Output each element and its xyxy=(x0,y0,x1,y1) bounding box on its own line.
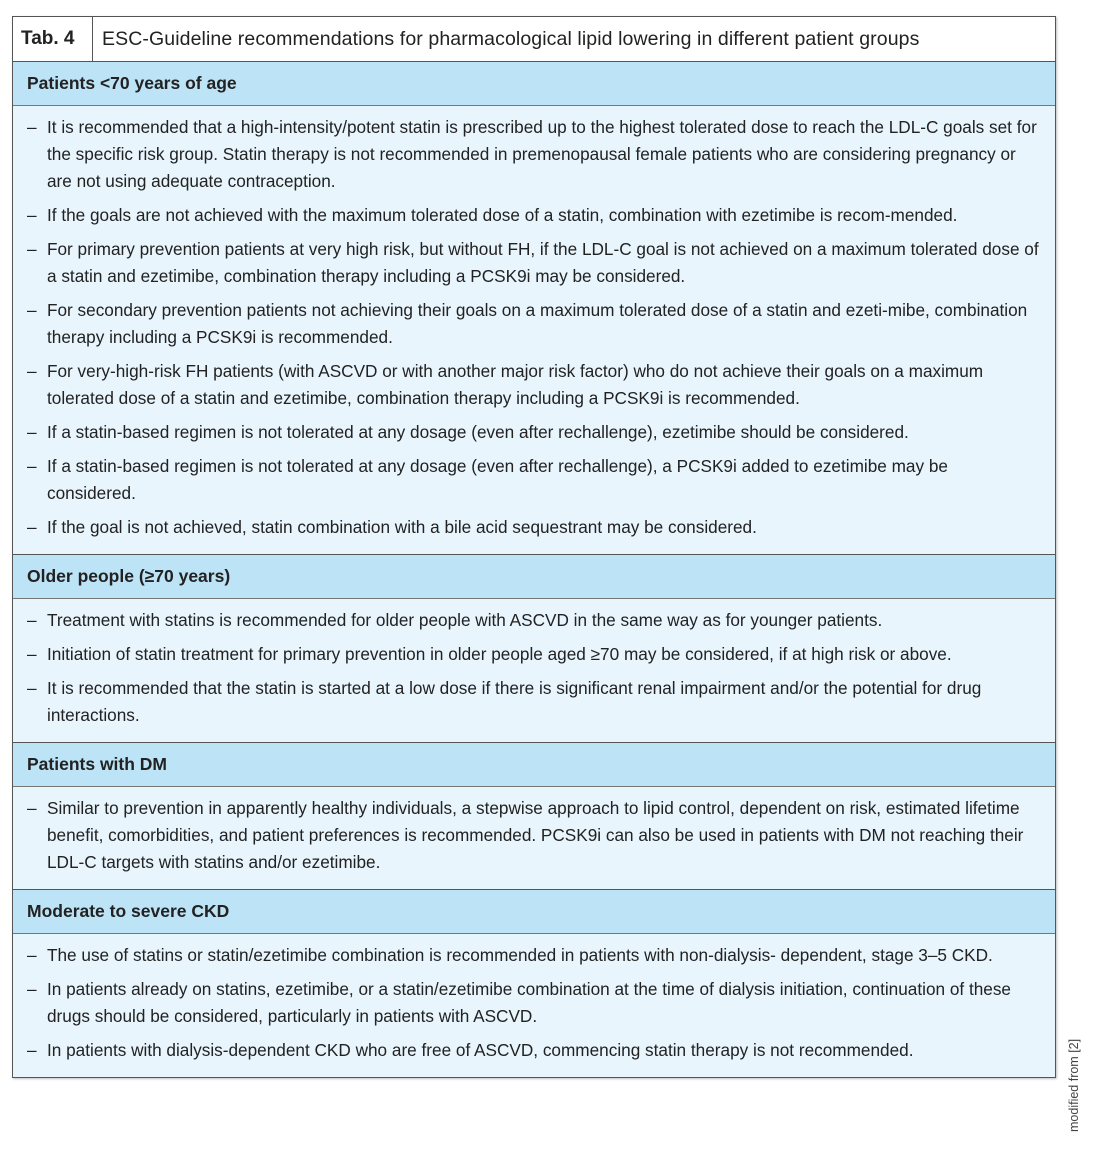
list-item xyxy=(27,795,1041,876)
section-body xyxy=(13,599,1055,743)
dash-bullet-icon: – xyxy=(27,610,37,630)
list-item xyxy=(27,453,1041,507)
dash-bullet-icon: – xyxy=(27,361,37,381)
dash-bullet-icon: – xyxy=(27,517,37,537)
list-item xyxy=(27,514,1041,541)
section-body xyxy=(13,934,1055,1077)
list-item-text: The use of statins or statin/ezetimibe combination is recommended in patients with non-dialysis- dependent, stage 3–5 CKD. xyxy=(47,945,993,965)
source-note: modified from [2] xyxy=(1067,1038,1081,1132)
list-item-text: For secondary prevention patients not achieving their goals on a maximum tolerated dose of a statin and ezeti-mibe, combination therapy including a PCSK9i is recommended. xyxy=(47,300,1028,347)
list-item-text: Similar to prevention in apparently healthy individuals, a stepwise approach to lipid control, dependent on risk, estimated lifetime benefit, comorbidities, and patient preferences is recommended. PCSK9i can also be used in patients with DM not reaching their LDL-C targets with statins and/or ezetimibe. xyxy=(47,798,1024,872)
dash-bullet-icon: – xyxy=(27,205,37,225)
guideline-table xyxy=(12,16,1056,1078)
dash-bullet-icon: – xyxy=(27,456,37,476)
list-item xyxy=(27,202,1041,229)
section-header: Patients <70 years of age xyxy=(13,62,1055,106)
dash-bullet-icon: – xyxy=(27,300,37,320)
dash-bullet-icon: – xyxy=(27,422,37,442)
list-item xyxy=(27,297,1041,351)
section-header: Moderate to severe CKD xyxy=(13,890,1055,934)
list-item-text: If a statin-based regimen is not tolerated at any dosage (even after rechallenge), a PCSK9i added to ezetimibe may be considered. xyxy=(47,456,948,503)
list-item-text: It is recommended that the statin is started at a low dose if there is significant renal impairment and/or the potential for drug interactions. xyxy=(47,678,982,725)
table-label: Tab. 4 xyxy=(13,17,93,61)
table-title-row xyxy=(13,17,1055,62)
section-header: Patients with DM xyxy=(13,743,1055,787)
dash-bullet-icon: – xyxy=(27,239,37,259)
list-item xyxy=(27,641,1041,668)
section-header: Older people (≥70 years) xyxy=(13,555,1055,599)
dash-bullet-icon: – xyxy=(27,678,37,698)
list-item-text: For very-high-risk FH patients (with ASCVD or with another major risk factor) who do not achieve their goals on a maximum tolerated dose of a statin and ezetimibe, combination therapy including a PCSK9i is recommended. xyxy=(47,361,984,408)
list-item xyxy=(27,1037,1041,1064)
list-item-text: It is recommended that a high-intensity/potent statin is prescribed up to the highest tolerated dose to reach the LDL-C goals set for the specific risk group. Statin therapy is not recommended in premenopausal female patients who are considering pregnancy or are not using adequate contraception. xyxy=(47,117,1037,191)
list-item-text: Treatment with statins is recommended for older people with ASCVD in the same way as for younger patients. xyxy=(47,610,883,630)
table-title: ESC-Guideline recommendations for pharmacological lipid lowering in different patient groups xyxy=(102,27,920,50)
dash-bullet-icon: – xyxy=(27,798,37,818)
list-item xyxy=(27,942,1041,969)
section-body xyxy=(13,787,1055,890)
list-item xyxy=(27,358,1041,412)
dash-bullet-icon: – xyxy=(27,644,37,664)
list-item-text: In patients already on statins, ezetimibe, or a statin/ezetimibe combination at the time of dialysis initiation, continuation of these drugs should be considered, particularly in patients with ASCVD. xyxy=(47,979,1011,1026)
dash-bullet-icon: – xyxy=(27,945,37,965)
dash-bullet-icon: – xyxy=(27,1040,37,1060)
list-item-text: Initiation of statin treatment for primary prevention in older people aged ≥70 may be considered, if at high risk or above. xyxy=(47,644,952,664)
list-item-text: If the goal is not achieved, statin combination with a bile acid sequestrant may be considered. xyxy=(47,517,757,537)
list-item-text: If a statin-based regimen is not tolerated at any dosage (even after rechallenge), ezetimibe should be considered. xyxy=(47,422,909,442)
list-item xyxy=(27,607,1041,634)
list-item-text: For primary prevention patients at very high risk, but without FH, if the LDL-C goal is not achieved on a maximum tolerated dose of a statin and ezetimibe, combination therapy including a PCSK9i may be considered. xyxy=(47,239,1039,286)
list-item-text: If the goals are not achieved with the maximum tolerated dose of a statin, combination with ezetimibe is recom-mended. xyxy=(47,205,958,225)
list-item xyxy=(27,976,1041,1030)
list-item-text: In patients with dialysis-dependent CKD who are free of ASCVD, commencing statin therapy is not recommended. xyxy=(47,1040,914,1060)
list-item xyxy=(27,419,1041,446)
list-item xyxy=(27,675,1041,729)
section-body xyxy=(13,106,1055,555)
list-item xyxy=(27,236,1041,290)
dash-bullet-icon: – xyxy=(27,979,37,999)
dash-bullet-icon: – xyxy=(27,117,37,137)
list-item xyxy=(27,114,1041,195)
